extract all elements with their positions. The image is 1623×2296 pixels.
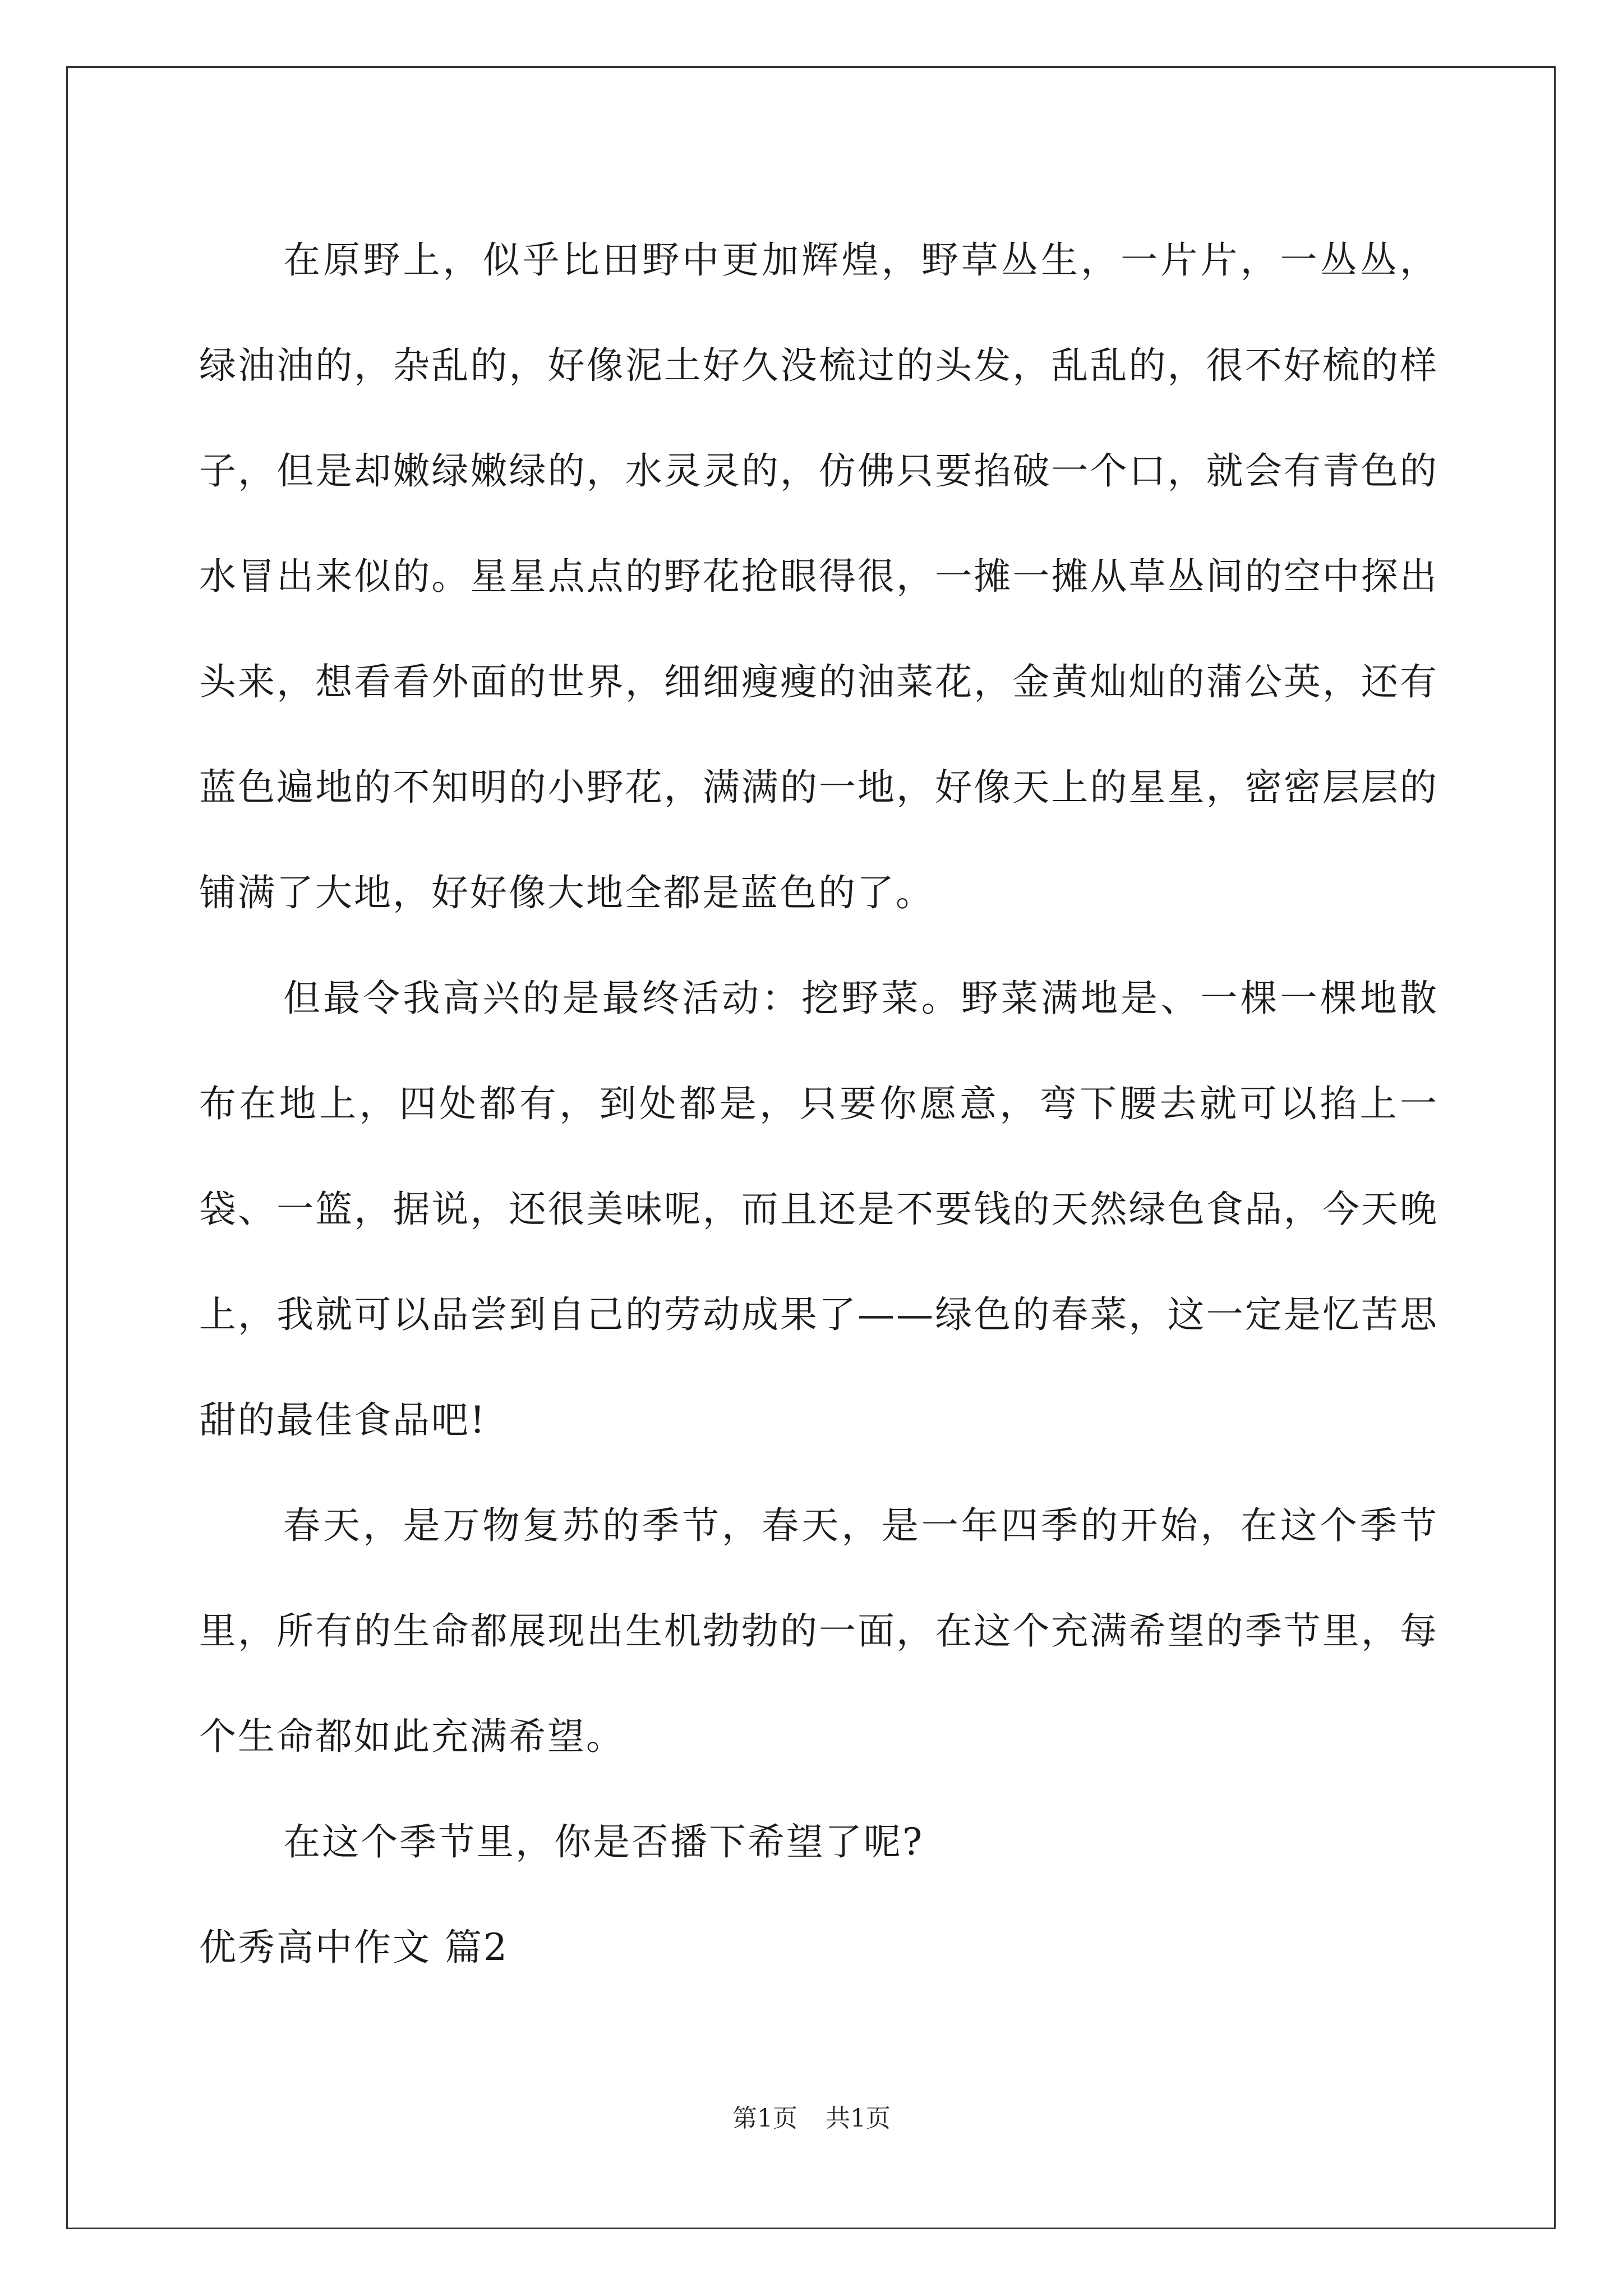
page-footer [0, 2098, 1623, 2134]
page-number-total: 共1页 [826, 2104, 891, 2133]
paragraph-3: 春天，是万物复苏的季节，春天，是一年四季的开始，在这个季节里，所有的生命都展现出生机勃勃的一面，在这个充满希望的季节里，每个生命都如此充满希望。 [199, 1504, 1438, 1758]
paragraph-2: 但最令我高兴的是最终活动：挖野菜。野菜满地是、一棵一棵地散布在地上，四处都有，到处都是，只要你愿意，弯下腰去就可以掐上一袋、一篮，据说，还很美味呢，而且还是不要钱的天然绿色食品，今天晚上，我就可以品尝到自己的劳动成果了——绿色的春菜，这一定是忆苦思甜的最佳食品吧! [199, 977, 1438, 1442]
page-number-current: 第1页 [732, 2104, 797, 2133]
section-heading: 优秀高中作文 篇2 [199, 1926, 509, 1969]
document-body [199, 208, 1438, 2000]
paragraph-4: 在这个季节里，你是否播下希望了呢? [283, 1820, 924, 1864]
paragraph-1: 在原野上，似乎比田野中更加辉煌，野草丛生，一片片，一丛丛，绿油油的，杂乱的，好像泥土好久没梳过的头发，乱乱的，很不好梳的样子，但是却嫩绿嫩绿的，水灵灵的，仿佛只要掐破一个口，就会有青色的水冒出来似的。星星点点的野花抢眼得很，一摊一摊从草丛间的空中探出头来，想看看外面的世界，细细瘦瘦的油菜花，金黄灿灿的蒲公英，还有蓝色遍地的不知明的小野花，满满的一地，好像天上的星星，密密层层的铺满了大地，好好像大地全都是蓝色的了。 [199, 238, 1438, 914]
